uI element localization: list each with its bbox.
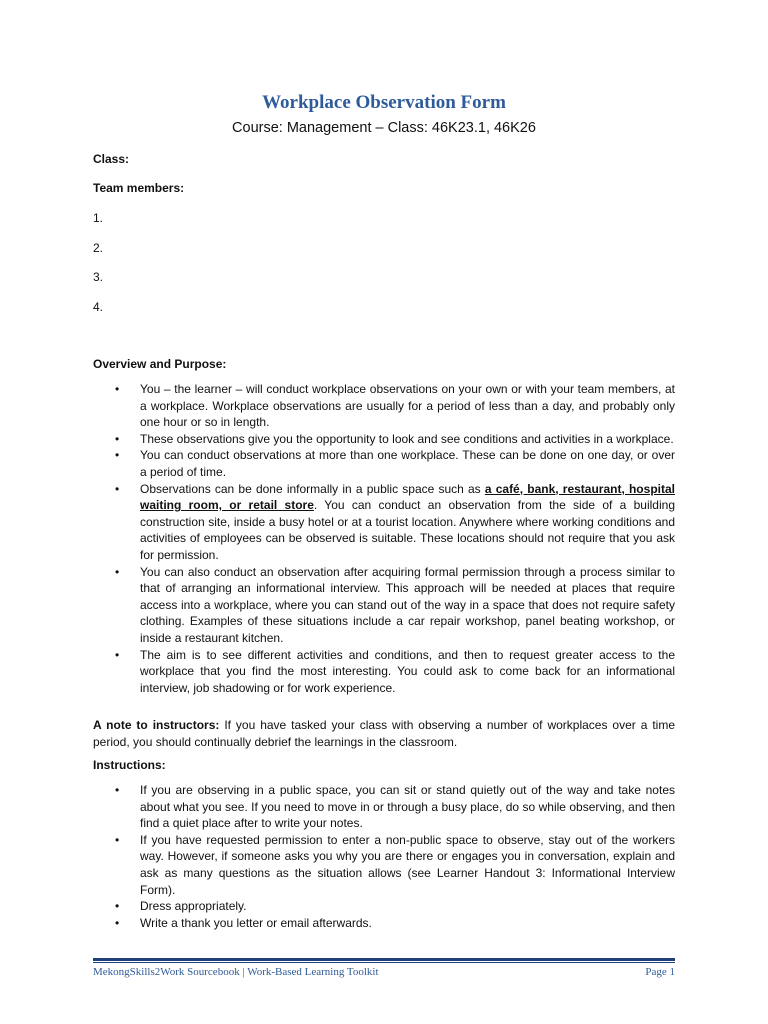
bullet-icon: • xyxy=(115,783,120,797)
overview-heading: Overview and Purpose: xyxy=(93,357,227,371)
list-item xyxy=(93,447,675,480)
bullet-text: If you are observing in a public space, you can sit or stand quietly out of the way and take notes about what you see. If you need to move in or through a busy place, do so while observing, and then find a quiet place after to write your notes. xyxy=(140,783,675,831)
bullet-text: If you have requested permission to enter a non-public space to observe, stay out of the workers way. However, if someone asks you why you are there or engages you in conversation, explain and ask as many questions as the situation allows (see Learner Handout 3: Informational Interview Form). xyxy=(140,832,675,897)
list-item xyxy=(93,431,675,448)
bullet-icon: • xyxy=(115,915,120,930)
team-member-number: 1. xyxy=(93,211,104,225)
bullet-text: . You can conduct an observation from the side of a building construction site, inside a busy hotel or at a tourist location. Anywhere where working conditions and activities of employees can be observed is suitable. These locations should not require that you ask for permission. xyxy=(140,498,675,562)
bullet-text: You can conduct observations at more than one workplace. These can be done on one day, or over a period of time. xyxy=(140,448,675,479)
list-item xyxy=(93,898,675,915)
bullet-text: Observations can be done informally in a public space such as xyxy=(140,481,485,496)
overview-bullet-list xyxy=(93,381,675,696)
list-item xyxy=(93,481,675,564)
footer-divider xyxy=(93,958,675,961)
note-lead: A note to instructors: xyxy=(93,718,220,732)
bullet-text: You – the learner – will conduct workplace observations on your own or with your team members, at a workplace. Workplace observations are usually for a period of less than a day, and probably only one hour or so in length. xyxy=(140,382,675,430)
bullet-text: You can also conduct an observation after acquiring formal permission through a process similar to that of arranging an informational interview. This approach will be needed at places that require access into a workplace, where you can stand out of the way in a space that does not require safety clothing. Examples of these situations include a car repair workshop, panel beating workshop, or inside a restaurant kitchen. xyxy=(140,564,675,645)
bullet-text: Dress appropriately. xyxy=(140,899,247,914)
team-member-number: 4. xyxy=(93,300,104,314)
underlined-places: a café, bank, restaurant, hospital waiting room, or retail store xyxy=(140,481,675,513)
bullet-text: These observations give you the opportunity to look and see conditions and activities in a workplace. xyxy=(140,431,674,446)
bullet-text: Write a thank you letter or email afterwards. xyxy=(140,915,372,930)
footer-divider-thin xyxy=(93,962,675,963)
list-item xyxy=(93,647,675,697)
course-subtitle: Course: Management – Class: 46K23.1, 46K26 xyxy=(232,120,536,136)
overview-section xyxy=(93,381,675,696)
bullet-icon: • xyxy=(115,481,120,496)
list-item xyxy=(93,915,675,932)
bullet-icon: • xyxy=(115,431,120,446)
page-number: Page 1 xyxy=(645,966,675,978)
list-item xyxy=(93,381,675,431)
team-members-label: Team members: xyxy=(93,181,185,195)
instructor-note xyxy=(93,717,675,750)
list-item xyxy=(93,782,675,832)
bullet-text: The aim is to see different activities and conditions, and then to request greater access to the workplace that you find the most interesting. You could ask to come back for an informational interview, job shadowing or for work experience. xyxy=(140,647,675,695)
note-text: If you have tasked your class with observing a number of workplaces over a time period, you should continually debrief the learnings in the classroom. xyxy=(93,718,675,749)
team-member-number: 3. xyxy=(93,270,104,284)
team-member-number: 2. xyxy=(93,241,104,255)
bullet-icon: • xyxy=(115,382,120,396)
list-item xyxy=(93,832,675,898)
instructions-section xyxy=(93,782,675,931)
page-title: Workplace Observation Form xyxy=(262,92,506,113)
bullet-icon: • xyxy=(115,899,120,914)
bullet-icon: • xyxy=(115,564,120,579)
instructions-bullet-list xyxy=(93,782,675,931)
bullet-icon: • xyxy=(115,832,120,847)
footer-source: MekongSkills2Work Sourcebook | Work-Based Learning Toolkit xyxy=(93,966,379,978)
bullet-icon: • xyxy=(115,647,120,662)
list-item xyxy=(93,564,675,647)
instructions-heading: Instructions: xyxy=(93,758,166,772)
bullet-icon: • xyxy=(115,448,120,463)
class-label: Class: xyxy=(93,152,130,166)
